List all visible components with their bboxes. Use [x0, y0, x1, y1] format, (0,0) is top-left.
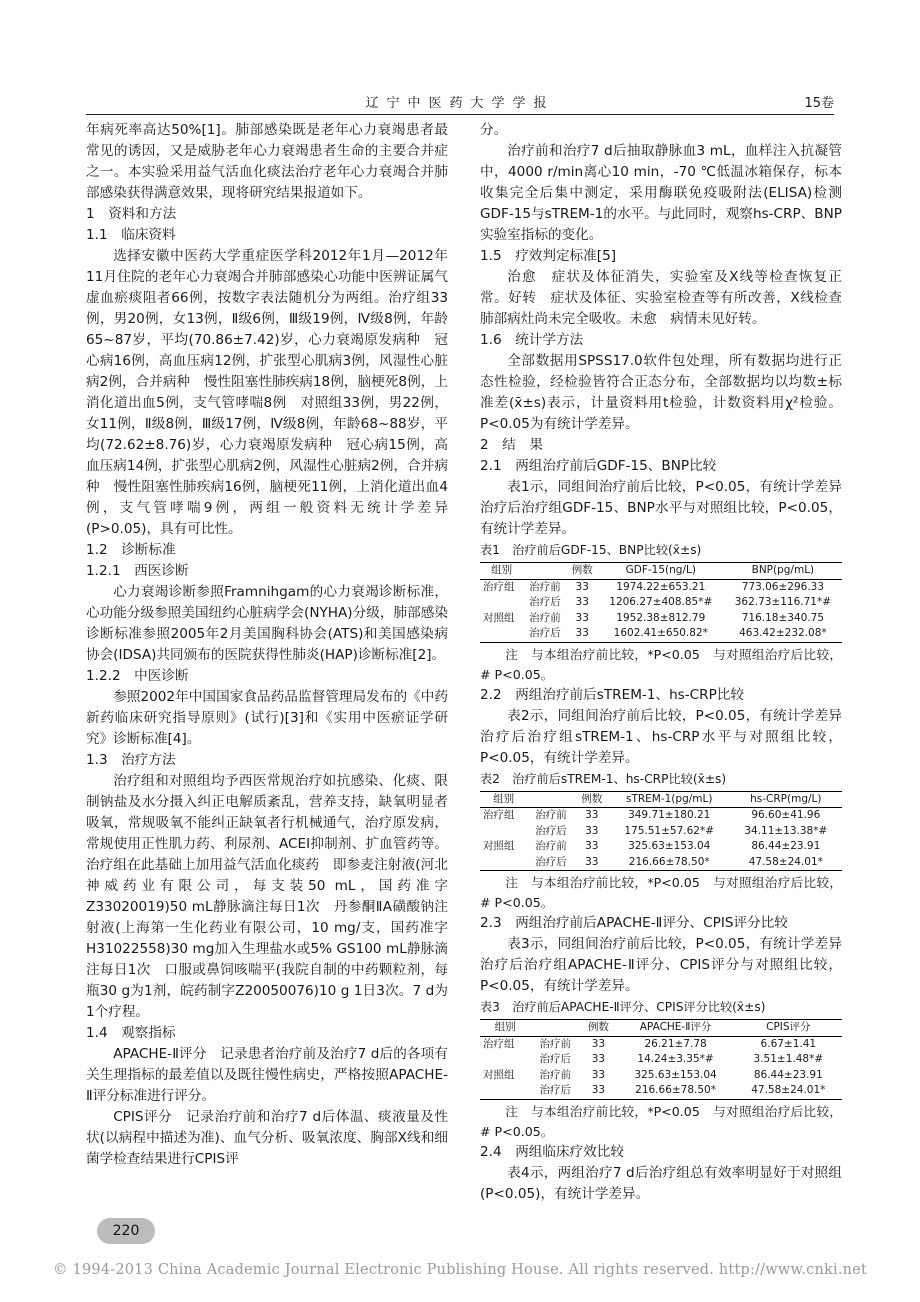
table-cell: 对照组 — [483, 1068, 515, 1081]
table-cell: 33 — [575, 580, 589, 593]
table-cell: 716.18±340.75 — [741, 611, 825, 624]
section-heading: 1 资料和方法 — [86, 206, 177, 222]
table-header-cell — [523, 563, 566, 580]
table-row — [480, 1068, 842, 1084]
table-cell: 6.67±1.41 — [760, 1037, 817, 1050]
section-heading: 1.2.2 中医诊断 — [86, 668, 189, 684]
table-note: 注 与本组治疗前比较，*P<0.05 与对照组治疗后比较，# P<0.05。 — [480, 646, 842, 682]
table-row — [480, 1036, 842, 1052]
section-heading: 2.3 两组治疗前后APACHE-Ⅱ评分、CPIS评分比较 — [480, 915, 788, 931]
table-cell: 773.06±296.33 — [741, 580, 825, 593]
table-cell: 治疗后 — [523, 626, 566, 642]
table-cell: 治疗前 — [529, 580, 561, 593]
table-cell — [480, 1052, 530, 1068]
table-cell: 对照组 — [483, 840, 515, 852]
table-row — [480, 1083, 842, 1099]
paragraph-clinical: 选择安徽中医药大学重症医学科2012年1月—2012年11月住院的老年心力衰竭合并肺部感染心功能中医辨证属气虚血瘀痰阻者66例，按数字表法随机分为两组。治疗组33例，男20例，女13例，Ⅱ级6例，Ⅲ级19例，Ⅳ级8例，年龄65~87岁，平均(70.86±7.42)岁，心力衰竭原发病种 冠心病16例，高血压病12例，扩张型心肌病3例，风湿性心脏病2例，合并病种 慢性阻塞性肺疾病18例，脑梗死8例，上消化道出血5例，支气管哮喘8例 对照组33例，男22例，女11例，Ⅱ级8例，Ⅲ级17例，Ⅳ级8例，年龄68~88岁，平均(72.62±8.76)岁，心力衰竭原发病种 冠心病15例，高血压病14例，扩张型心肌病2例，风湿性心脏病2例，合并病种 慢性阻塞性肺疾病16例，脑梗死11例，上消化道出血4例，支气管哮喘9例，两组一般资料无统计学差异(P>0.05)，具有可比性。 — [86, 248, 448, 537]
section-heading: 1.2 诊断标准 — [86, 542, 176, 558]
volume-label: 15卷 — [804, 96, 834, 111]
table-header-cell: 组别 — [480, 791, 527, 808]
table-cell: 治疗前 — [535, 840, 567, 852]
table-cell: 33 — [591, 1053, 606, 1065]
table-row — [480, 839, 842, 855]
table-cell: 33 — [591, 1068, 606, 1081]
table-header-cell: 例数 — [567, 563, 598, 580]
right-column — [480, 120, 856, 1205]
table-caption: 表3 治疗前后APACHE-Ⅱ评分、CPIS评分比较(x̄±s) — [480, 1000, 766, 1014]
table-cell: 362.73±116.71*# — [734, 596, 832, 608]
table-cell: 86.44±23.91 — [751, 840, 821, 852]
section-heading: 1.4 观察指标 — [86, 1025, 176, 1041]
paragraph-western-diagnosis: 心力衰竭诊断参照Framnihgam的心力衰竭诊断标准，心功能分级参照美国纽约心脏病学会(NYHA)分级，肺部感染诊断标准参照2005年2月美国胸科协会(ATS)和美国感染病协会(IDSA)共同颁布的医院获得性肺炎(HAP)诊断标准[2]。 — [86, 584, 448, 663]
section-heading: 1.3 治疗方法 — [86, 752, 176, 768]
table-cell: 47.58±24.01* — [730, 855, 842, 871]
table-3 — [480, 1019, 842, 1100]
table-cell: 26.21±7.78 — [644, 1037, 707, 1050]
table-header-cell: sTREM-1(pg/mL) — [609, 791, 730, 808]
table-cell: 治疗后 — [527, 855, 574, 871]
table-cell: 治疗前 — [529, 611, 561, 624]
table-cell: 治疗前 — [539, 1068, 572, 1081]
table-caption: 表2 治疗前后sTREM-1、hs-CRP比较(x̄±s) — [480, 771, 727, 786]
table-row — [480, 824, 842, 840]
paragraph-apache: APACHE-Ⅱ评分 记录患者治疗前及治疗7 d后的各项有关生理指标的最差值以及既往慢性病史，严格按照APACHE-Ⅱ评分标准进行评分。 — [86, 1046, 448, 1104]
table-cell: 治疗后 — [535, 824, 567, 837]
table-header-cell: hs-CRP(mg/L) — [730, 791, 842, 808]
table-cell: 33 — [575, 855, 609, 871]
table-2 — [480, 791, 842, 872]
table-header-cell: 例数 — [575, 791, 609, 808]
table-cell: 216.66±78.50* — [609, 855, 730, 871]
table-note: 注 与本组治疗前比较，*P<0.05 与对照组治疗后比较，# P<0.05。 — [480, 1103, 842, 1139]
table-header-cell: CPIS评分 — [735, 1020, 842, 1037]
section-heading: 1.5 疗效判定标准[5] — [480, 248, 617, 264]
table-cell: 1974.22±653.21 — [616, 580, 706, 593]
table-cell: 1602.41±650.82* — [598, 626, 724, 642]
table-header-cell — [527, 791, 574, 808]
section-heading: 2 结 果 — [480, 437, 544, 453]
table-caption: 表1 治疗前后GDF-15、BNP比较(x̄±s) — [480, 543, 702, 557]
table-cell: 34.11±13.38*# — [744, 824, 828, 837]
table-cell: 治疗后 — [530, 1083, 580, 1099]
table-cell: 463.42±232.08* — [724, 626, 842, 642]
section-heading: 2.2 两组治疗前后sTREM-1、hs-CRP比较 — [480, 686, 744, 703]
copyright-footer: © 1994-2013 China Academic Journal Electronic Publishing House. All rights reserved. http://www.cnki.net — [53, 1262, 867, 1278]
table-header-cell: 例数 — [580, 1020, 616, 1037]
section-heading: 2.4 两组临床疗效比较 — [480, 1143, 624, 1160]
table-cell: 175.51±57.62*# — [624, 824, 715, 837]
table-cell: 325.63±153.04 — [634, 1068, 717, 1081]
table-header-cell: GDF-15(ng/L) — [598, 563, 724, 580]
table-row — [480, 808, 842, 824]
table-cell: 1952.38±812.79 — [616, 611, 706, 624]
paragraph-tcm-diagnosis: 参照2002年中国国家食品药品监督管理局发布的《中药新药临床研究指导原则》(试行)[3]和《实用中医瘀证学研究》诊断标准[4]。 — [86, 689, 448, 747]
table-cell: 33 — [575, 596, 589, 608]
left-column — [86, 120, 448, 1170]
table-cell: 33 — [591, 1037, 606, 1050]
intro-paragraph: 年病死率高达50%[1]。肺部感染既是老年心力衰竭患者最常见的诱因，又是威胁老年心力衰竭患者生命的主要合并症之一。本实验采用益气活血化痰法治疗老年心力衰竭合并肺部感染获得满意效果，现将研究结果报道如下。 — [86, 122, 448, 201]
table-cell: 96.60±41.96 — [751, 809, 821, 821]
table-cell: 1206.27±408.85*# — [609, 596, 713, 608]
table-cell — [480, 595, 523, 611]
table-cell: 33 — [585, 809, 599, 821]
section-heading: 2.1 两组治疗前后GDF-15、BNP比较 — [480, 458, 717, 474]
table-row — [480, 579, 842, 595]
section-heading: 1.2.1 西医诊断 — [86, 563, 189, 579]
table-cell: 47.58±24.01* — [735, 1083, 842, 1099]
paragraph-efficacy-criteria: 治愈 症状及体征消失，实验室及X线等检查恢复正常。好转 症状及体征、实验室检查等有所改善，X线检查肺部病灶尚未完全吸收。未愈 病情未见好转。 — [480, 269, 842, 327]
table-cell: 对照组 — [483, 611, 515, 624]
table-cell: 33 — [585, 840, 599, 852]
running-header — [86, 90, 834, 115]
table-cell: 治疗前 — [539, 1037, 572, 1050]
paragraph-result-2: 表2示，同组间治疗前后比较，P<0.05，有统计学差异 治疗后治疗组sTREM-1、hs-CRP水平与对照组比较，P<0.05，有统计学差异。 — [480, 707, 856, 766]
table-cell — [480, 824, 527, 840]
table-row — [480, 611, 842, 627]
table-cell: 治疗后 — [539, 1053, 572, 1065]
table-header-cell — [530, 1020, 580, 1037]
paragraph-blood-sampling: 治疗前和治疗7 d后抽取静脉血3 mL，血样注入抗凝管中，4000 r/min离心10 min，-70 ℃低温冰箱保存，标本收集完全后集中测定，采用酶联免疫吸附法(ELISA)检测GDF-15与sTREM-1的水平。与此同时，观察hs-CRP、BNP实验室指标的变化。 — [480, 143, 842, 243]
table-cell: 216.66±78.50* — [617, 1083, 735, 1099]
paragraph-cpis: CPIS评分 记录治疗前和治疗7 d后体温、痰液量及性状(以病程中描述为准)、血气分析、吸氧浓度、胸部X线和细菌学检查结果进行CPIS评 — [86, 1109, 448, 1167]
paragraph-treatment: 治疗组和对照组均予西医常规治疗如抗感染、化痰、限制钠盐及水分摄入纠正电解质紊乱，营养支持，缺氧明显者吸氧，常规吸氧不能纠正缺氧者行机械通气，治疗原发病，常规使用正性肌力药、利尿剂、ACEI抑制剂、扩血管药等。治疗组在此基础上加用益气活血化痰药 即参麦注射液(河北神威药业有限公司，每支装50 mL，国药准字Z33020019)50 mL静脉滴注每日1次 丹参酮ⅡA磺酸钠注射液(上海第一生化药业有限公司，10 mg/支，国药准字H31022558)30 mg加入生理盐水或5% GS100 mL静脉滴注每日1次 口服或鼻饲咳喘平(我院自制的中药颗粒剂，每瓶30 g为1剂，皖药制字Z20050076)10 g 1日3次。7 d为1个疗程。 — [86, 773, 448, 1020]
table-header-cell: BNP(pg/mL) — [724, 563, 842, 580]
table-cell: 86.44±23.91 — [753, 1068, 823, 1081]
table-cell: 325.63±153.04 — [628, 840, 711, 852]
table-header-cell: 组别 — [480, 1020, 530, 1037]
table-header-cell: APACHE-Ⅱ评分 — [617, 1020, 735, 1037]
table-row — [480, 1052, 842, 1068]
table-cell: 33 — [585, 824, 599, 837]
table-cell: 治疗组 — [483, 580, 515, 593]
paragraph-statistics: 全部数据用SPSS17.0软件包处理，所有数据均进行正态性检验，经检验皆符合正态分布，全部数据均以均数±标准差(x̄±s)表示，计量资料用t检验，计数资料用χ²检验。P<0.05为有统计学差异。 — [480, 353, 842, 432]
table-row — [480, 855, 842, 871]
paragraph-result-3: 表3示，同组间治疗前后比较，P<0.05，有统计学差异 治疗后治疗组APACHE-Ⅱ评分、CPIS评分与对照组比较，P<0.05，有统计学差异。 — [480, 936, 856, 994]
table-cell: 33 — [567, 626, 598, 642]
table-row — [480, 595, 842, 611]
table-header-cell: 组别 — [480, 563, 523, 580]
table-cell — [480, 855, 527, 871]
paragraph-result-1: 表1示，同组间治疗前后比较，P<0.05，有统计学差异 治疗后治疗组GDF-15、BNP水平与对照组比较，P<0.05，有统计学差异。 — [480, 479, 856, 537]
table-cell: 治疗组 — [483, 809, 515, 821]
table-row — [480, 626, 842, 642]
table-cell — [480, 626, 523, 642]
section-heading: 1.6 统计学方法 — [480, 332, 584, 348]
paragraph-result-4: 表4示，两组治疗7 d后治疗组总有效率明显好于对照组(P<0.05)，有统计学差异。 — [480, 1164, 842, 1202]
table-cell: 治疗后 — [529, 596, 561, 608]
journal-title: 辽宁中医药大学学报 — [365, 96, 555, 111]
section-heading: 1.1 临床资料 — [86, 227, 176, 243]
table-cell: 14.24±3.35*# — [637, 1053, 714, 1065]
table-cell: 349.71±180.21 — [628, 809, 711, 821]
table-cell: 33 — [580, 1083, 616, 1099]
table-cell: 33 — [575, 611, 589, 624]
table-note: 注 与本组治疗前比较，*P<0.05 与对照组治疗后比较，# P<0.05。 — [480, 875, 842, 910]
table-cell: 3.51±1.48*# — [753, 1053, 824, 1065]
page-number: 220 — [97, 1218, 155, 1244]
table-1 — [480, 562, 842, 643]
table-cell: 治疗前 — [535, 809, 567, 821]
table-cell: 治疗组 — [483, 1037, 515, 1050]
paragraph-continued: 分。 — [480, 122, 508, 138]
table-cell — [480, 1083, 530, 1099]
